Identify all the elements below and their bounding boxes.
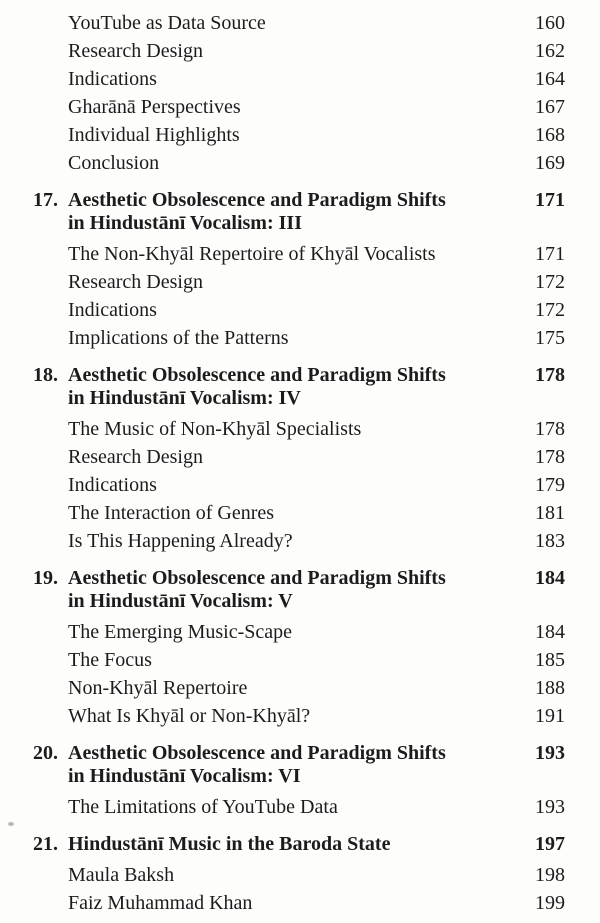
toc-entry — [33, 618, 565, 646]
toc-entry-page: 183 — [535, 530, 565, 552]
toc-entry-label: Indications — [68, 299, 157, 321]
toc-entry-label: Research Design — [68, 40, 203, 62]
toc-chapter-page: 178 — [535, 364, 565, 386]
toc-chapter-title — [68, 567, 527, 613]
toc-entry-label: Indications — [68, 68, 157, 90]
toc-entry — [33, 471, 565, 499]
scan-speck-artifact — [8, 822, 14, 826]
toc-entry-label: Non-Khyāl Repertoire — [68, 677, 248, 699]
toc-entry-page: 162 — [535, 40, 565, 62]
toc-entry-page: 160 — [535, 12, 565, 34]
toc-entry-label: YouTube as Data Source — [68, 12, 266, 34]
toc-chapter-page: 184 — [535, 567, 565, 589]
toc-entry-page: 172 — [535, 271, 565, 293]
toc-entry — [33, 240, 565, 268]
toc-entry-page: 179 — [535, 474, 565, 496]
toc-entry — [33, 861, 565, 889]
toc-chapter-title-line2: in Hindustānī Vocalism: IV — [68, 387, 301, 409]
toc-chapter-page: 197 — [535, 833, 565, 855]
toc-entry-page: 164 — [535, 68, 565, 90]
toc-entry-label: Research Design — [68, 271, 203, 293]
toc-chapter-title-line1: Aesthetic Obsolescence and Paradigm Shifts — [68, 189, 446, 211]
toc-chapter-page: 193 — [535, 742, 565, 764]
toc-chapter — [33, 567, 565, 613]
toc-chapter-number: 20. — [33, 742, 58, 764]
toc-entry-page: 181 — [535, 502, 565, 524]
toc-chapter-title-line1: Aesthetic Obsolescence and Paradigm Shifts — [68, 567, 446, 589]
toc-entry-label: Research Design — [68, 446, 203, 468]
toc-entry-page: 168 — [535, 124, 565, 146]
toc-chapter-title — [68, 189, 527, 235]
toc-entry — [33, 296, 565, 324]
toc-chapter-title — [68, 742, 527, 788]
toc-entry — [33, 268, 565, 296]
toc-entry — [33, 443, 565, 471]
toc-chapter-title-line2: in Hindustānī Vocalism: VI — [68, 765, 301, 787]
toc-entry-label: The Non-Khyāl Repertoire of Khyāl Vocalists — [68, 243, 436, 265]
toc-chapter-title — [68, 364, 527, 410]
toc-entry — [33, 499, 565, 527]
toc-entry — [33, 527, 565, 555]
toc-entry — [33, 793, 565, 821]
toc-entry-label: Gharānā Perspectives — [68, 96, 241, 118]
toc-entry-label: Implications of the Patterns — [68, 327, 289, 349]
toc-entry-page: 185 — [535, 649, 565, 671]
toc-chapter — [33, 189, 565, 235]
toc-entry-page: 193 — [535, 796, 565, 818]
toc-entry-page: 169 — [535, 152, 565, 174]
toc-entry-label: What Is Khyāl or Non-Khyāl? — [68, 705, 311, 727]
toc-entry-label: Maula Baksh — [68, 864, 175, 886]
toc-chapter-number: 17. — [33, 189, 58, 211]
toc-entry — [33, 702, 565, 730]
toc-entry-label: The Music of Non-Khyāl Specialists — [68, 418, 362, 440]
toc-entry — [33, 415, 565, 443]
toc-chapter-title — [68, 833, 527, 856]
toc-entry — [33, 9, 565, 37]
toc-chapter-page: 171 — [535, 189, 565, 211]
toc-chapter-title-line2: in Hindustānī Vocalism: III — [68, 212, 302, 234]
toc-entry-page: 198 — [535, 864, 565, 886]
toc-entry — [33, 93, 565, 121]
toc-entry — [33, 889, 565, 917]
toc-entry — [33, 674, 565, 702]
toc-entry-label: Indications — [68, 474, 157, 496]
toc-entry-label: Faiz Muhammad Khan — [68, 892, 253, 914]
toc-chapter-number: 19. — [33, 567, 58, 589]
toc-entry — [33, 37, 565, 65]
toc-entry-page: 188 — [535, 677, 565, 699]
toc-entry-label: Individual Highlights — [68, 124, 240, 146]
toc-chapter-title-line1: Hindustānī Music in the Baroda State — [68, 833, 391, 855]
toc-entry-label: Is This Happening Already? — [68, 530, 293, 552]
toc-chapter-title-line1: Aesthetic Obsolescence and Paradigm Shifts — [68, 742, 446, 764]
toc-entry — [33, 646, 565, 674]
toc-page — [33, 0, 565, 917]
toc-entry-label: The Focus — [68, 649, 152, 671]
toc-entry-label: The Emerging Music-Scape — [68, 621, 293, 643]
toc-entry-page: 172 — [535, 299, 565, 321]
toc-chapter-title-line1: Aesthetic Obsolescence and Paradigm Shifts — [68, 364, 446, 386]
toc-entry — [33, 149, 565, 177]
toc-chapter — [33, 742, 565, 788]
toc-chapter-title-line2: in Hindustānī Vocalism: V — [68, 590, 293, 612]
toc-entry-label: The Interaction of Genres — [68, 502, 275, 524]
toc-entry — [33, 324, 565, 352]
toc-entry-label: Conclusion — [68, 152, 160, 174]
toc-chapter-number: 21. — [33, 833, 58, 855]
toc-chapter — [33, 833, 565, 856]
toc-chapter — [33, 364, 565, 410]
toc-entry-page: 191 — [535, 705, 565, 727]
toc-entry-page: 167 — [535, 96, 565, 118]
toc-entry — [33, 65, 565, 93]
toc-entry-page: 199 — [535, 892, 565, 914]
toc-entry-page: 178 — [535, 418, 565, 440]
toc-chapter-number: 18. — [33, 364, 58, 386]
toc-entry-label: The Limitations of YouTube Data — [68, 796, 338, 818]
toc-entry-page: 184 — [535, 621, 565, 643]
toc-entry — [33, 121, 565, 149]
toc-entry-page: 171 — [535, 243, 565, 265]
toc-entry-page: 175 — [535, 327, 565, 349]
toc-entry-page: 178 — [535, 446, 565, 468]
